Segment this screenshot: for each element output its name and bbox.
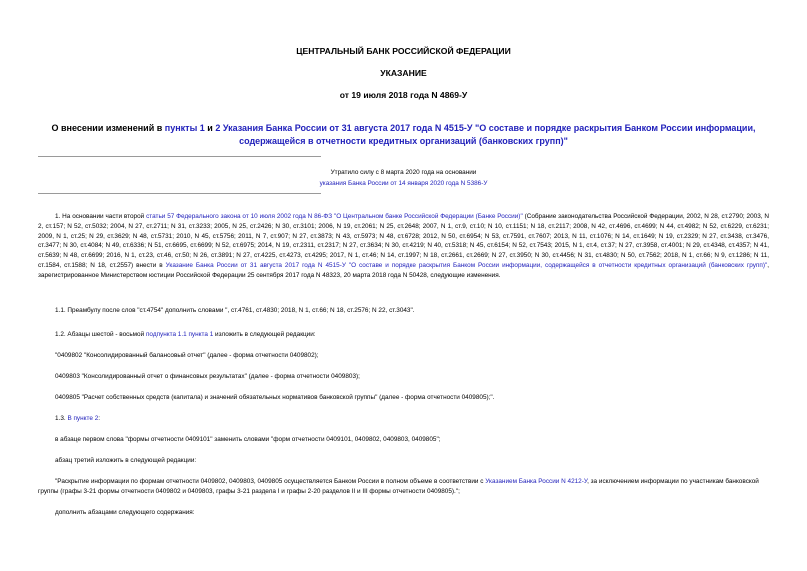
p1-link-law[interactable]: статьи 57 Федерального закона от 10 июля 2002 года N 86-ФЗ "О Центральном банке Российской Федерации (Банке России)" [146, 213, 523, 220]
p3-text-b: изложить в следующей редакции: [213, 331, 316, 338]
paragraph-1-3 [38, 414, 769, 424]
paragraph-1 [38, 212, 769, 281]
p3-link-subpoint[interactable]: подпункта 1.1 пункта 1 [145, 331, 214, 338]
p7-link-point2[interactable]: В пункте 2 [67, 415, 99, 422]
p7-text-a: 1.3. [55, 415, 68, 422]
p1-text-b: (Собрание законодательства Российской Федерации, 2002, N 28, ст.2790; 2003, N 2, ст.157; N 52, ст.5032; 2004, N 27, ст.2711; N 31, ст.3233; 2005, N 25, ст.2426; N 30, ст.3101; 2006, N 19, ст.2061; N 25, ст.2648; 2007, N 1, ст.9, ст.10; N 10, ст.1151; N 18, ст.2117; 2008, N 42, ст.4696, ст.4699; N 44, ст.4982; N 52, ст.6229, ст.6231; 2009, N 1, ст.25; N 29, ст.3629; N 48, ст.5731; 2010, N 45, ст.5756; 2011, N 7, ст.907; N 27, ст.3873; N 43, ст.5973; N 48, ст.6728; 2012, N 50, ст.6954; N 53, ст.7591, ст.7607; 2013, N 11, ст.1076; N 14, ст.1649; N 19, ст.2329; N 27, ст.3438, ст.3476, ст.3477; N 30, ст.4084; N 49, ст.6336; N 51, ст.6695, ст.6699; N 52, ст.6975; 2014, N 19, ст.2311, ст.2317; N 27, ст.3634; N 30, ст.4219; N 40, ст.5318; N 45, ст.6154; N 52, ст.7543; 2015, N 1, ст.4, ст.37; N 27, ст.3958, ст.4001; N 29, ст.4348, ст.4357; N 41, ст.5639; N 48, ст.6699; 2016, N 1, ст.23, ст.46, ст.50; N 26, ст.3891; N 27, ст.4225, ст.4273, ст.4295; 2017, N 1, ст.46; N 14, ст.1997; N 18, ст.2661, ст.2669; N 27, ст.3950; N 30, ст.4456; N 31, ст.4830; N 50, ст.7562; 2018, N 1, ст.66; N 9, ст.1286; N 11, ст.1584, ст.1588; N 18, ст.2557) внести в [38, 213, 769, 269]
paragraph-disclosure [38, 477, 769, 497]
document-subject [40, 122, 767, 148]
paragraph-first-abzac: в абзаце первом слова "формы отчетности 0409101" заменить словами "форм отчетности 0409101, 0409802, 0409803, 0409805"; [55, 436, 441, 443]
paragraph-1-2 [38, 330, 769, 340]
paragraph-form-0409803: 0409803 "Консолидированный отчет о финансовых результатах" (далее - форма отчетности 0409803); [55, 373, 360, 380]
subject-link-points[interactable]: пункты 1 [164, 123, 205, 133]
p1-text-c: , зарегистрированное Министерством юстиции Российской Федерации 25 сентября 2017 года N 48323, 20 марта 2018 года N 50428, следующие изменения. [38, 261, 769, 279]
p1-text-a: 1. На основании части второй [55, 213, 147, 220]
subject-link-decree[interactable]: 2 Указания Банка России от 31 августа 2017 года N 4515-У "О составе и порядке раскрытия Банком России информации, содержащейся в отчетности кредитных организаций (банковских групп)" [215, 123, 756, 146]
divider-top [38, 156, 321, 157]
issuer-title: ЦЕНТРАЛЬНЫЙ БАНК РОССИЙСКОЙ ФЕДЕРАЦИИ [296, 46, 511, 56]
paragraph-supplement: дополнить абзацами следующего содержания: [55, 509, 195, 516]
divider-bottom [38, 193, 321, 194]
status-note-link[interactable]: указания Банка России от 14 января 2020 года N 5386-У [319, 180, 488, 187]
paragraph-1-1: 1.1. Преамбулу после слов "ст.4754" дополнить словами ", ст.4761, ст.4830; 2018, N 1, ст.66; N 18, ст.2576; N 22, ст.3043". [55, 307, 415, 314]
paragraph-form-0409805: 0409805 "Расчет собственных средств (капитала) и значений обязательных нормативов банковской группы" (далее - форма отчетности 0409805);". [55, 394, 495, 401]
subject-text-2: и [204, 123, 216, 133]
document-type: УКАЗАНИЕ [380, 68, 427, 78]
status-note-line1: Утратило силу с 8 марта 2020 года на основании [330, 169, 477, 176]
document-date-number: от 19 июля 2018 года N 4869-У [339, 90, 468, 100]
p3-text-a: 1.2. Абзацы шестой - восьмой [55, 331, 146, 338]
p7-text-b: : [98, 415, 101, 422]
p10-text-a: "Раскрытие информации по формам отчетности 0409802, 0409803, 0409805 осуществляется Банком России в полном объеме в соответствии с [55, 478, 486, 485]
paragraph-third-abzac: абзац третий изложить в следующей редакции: [55, 457, 197, 464]
paragraph-form-0409802: "0409802 "Консолидированный балансовый отчет" (далее - форма отчетности 0409802); [55, 352, 319, 359]
subject-text-1: О внесении изменений в [51, 123, 165, 133]
p10-text-b: , за исключением информации по участникам банковской группы (графы 3-21 формы отчетности 0409802 и 0409803, графы 3-21 раздела I и графы 2-20 разделов II и III формы отчетности 0409805)."; [38, 478, 759, 495]
p1-link-decree[interactable]: Указание Банка России от 31 августа 2017 года N 4515-У "О составе и порядке раскрытия Банком России информации, содержащейся в отчетности кредитных организаций (банковских групп)" [165, 261, 768, 269]
p10-link-decree-4212[interactable]: Указанием Банка России N 4212-У [485, 478, 588, 485]
